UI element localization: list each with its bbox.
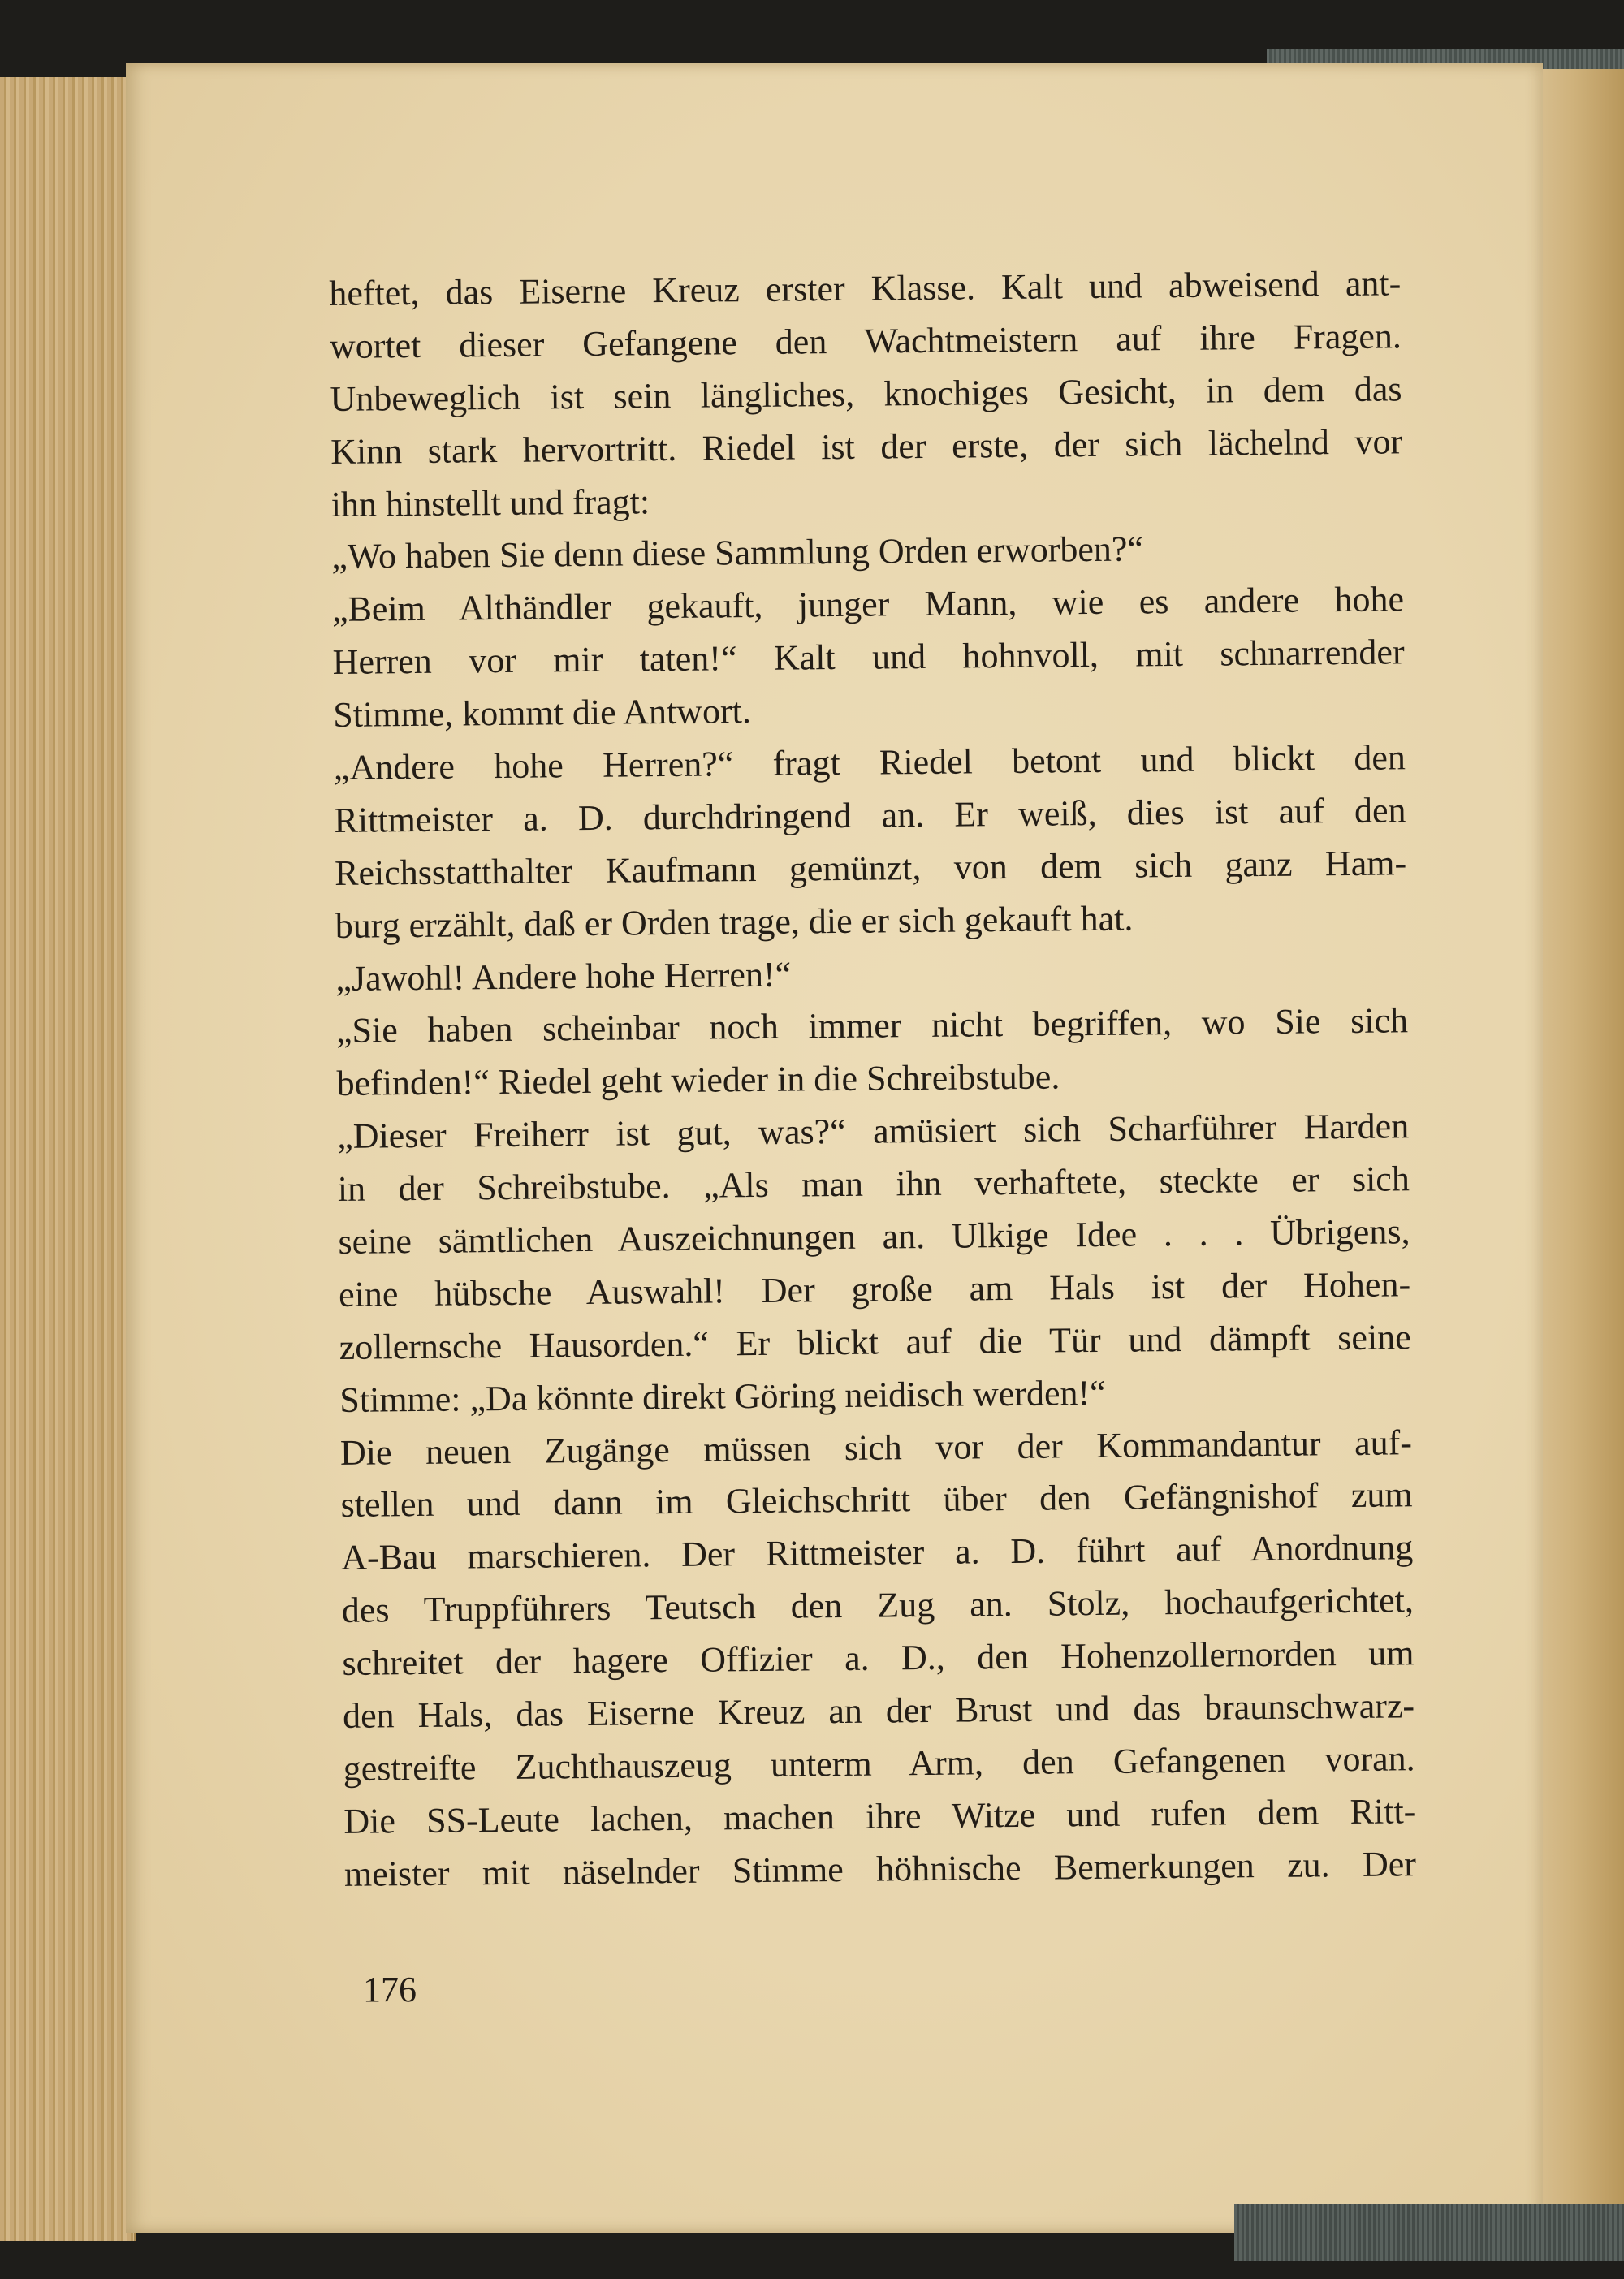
text-line: „Andere hohe Herren?“ fragt Riedel betont und blickt den [333,737,1406,788]
text-line: „Wo haben Sie denn diese Sammlung Orden erworben?“ [331,529,1144,577]
text-line: zollernsche Hausorden.“ Er blickt auf die Tür und dämpft seine [339,1317,1411,1367]
book-right-edge [1531,69,1624,2221]
text-line: Stimme, kommt die Antwort. [333,691,752,736]
text-line: des Truppführers Teutsch den Zug an. Stolz, hochaufgerichtet, [341,1580,1415,1631]
text-line: seine sämtlichen Auszeichnungen an. Ulkige Idee . . . Übrigens, [338,1211,1410,1262]
text-line: „Dieser Freiherr ist gut, was?“ amüsiert sich Scharführer Harden [337,1106,1410,1157]
text-line: „Jawohl! Andere hohe Herren!“ [335,954,792,999]
text-line: Kinn stark hervortritt. Riedel ist der erste, der sich lächelnd vor [330,421,1403,472]
text-line: Herren vor mir taten!“ Kalt und hohnvoll, mit schnarrender [332,632,1405,683]
text-line: schreitet der hagere Offizier a. D., den Hohenzollernorden um [342,1633,1415,1684]
text-line: Unbeweglich ist sein längliches, knochiges Gesicht, in dem das [330,369,1402,419]
text-line: A-Bau marschieren. Der Rittmeister a. D. führt auf Anordnung [341,1527,1414,1578]
text-line: Stimme: „Da könnte direkt Göring neidisch werden!“ [339,1372,1106,1420]
text-line: Die neuen Zugänge müssen sich vor der Kommandantur auf- [339,1422,1413,1473]
text-line: Rittmeister a. D. durchdringend an. Er weiß, dies ist auf den [334,790,1406,840]
text-line: Reichsstatthalter Kaufmann gemünzt, von dem sich ganz Ham- [334,843,1407,893]
cloth-binding-bottom [1234,2204,1624,2261]
text-line: burg erzählt, daß er Orden trage, die er sich gekauft hat. [335,898,1134,946]
text-line: Die SS-Leute lachen, machen ihre Witze und rufen dem Ritt- [343,1791,1416,1841]
text-line: eine hübsche Auswahl! Der große am Hals ist der Hohen- [338,1264,1411,1314]
book-page-edges [0,77,136,2241]
text-line: stellen und dann im Gleichschritt über den Gefängnishof zum [340,1474,1413,1526]
text-line: meister mit näselnder Stimme höhnische Bemerkungen zu. Der [343,1843,1417,1894]
text-line: „Sie haben scheinbar noch immer nicht begriffen, wo Sie sich [335,1000,1409,1051]
text-line: den Hals, das Eiserne Kreuz an der Brust und das braunschwarz- [342,1686,1415,1736]
text-line: wortet dieser Gefangene den Wachtmeistern auf ihre Fragen. [329,316,1402,366]
text-line: „Beim Althändler gekauft, junger Mann, wie es andere hohe [331,579,1405,630]
text-line: ihn hinstellt und fragt: [330,481,650,524]
text-line: befinden!“ Riedel geht wieder in die Schreibstube. [336,1056,1060,1104]
text-line: in der Schreibstube. „Als man ihn verhaftete, steckte er sich [337,1159,1410,1210]
text-line: gestreifte Zuchthauszeug unterm Arm, den Gefangenen voran. [343,1738,1415,1789]
body-text [329,257,1416,1901]
page-number: 176 [363,1970,417,2009]
text-line: heftet, das Eiserne Kreuz erster Klasse. Kalt und abweisend ant- [329,263,1402,313]
